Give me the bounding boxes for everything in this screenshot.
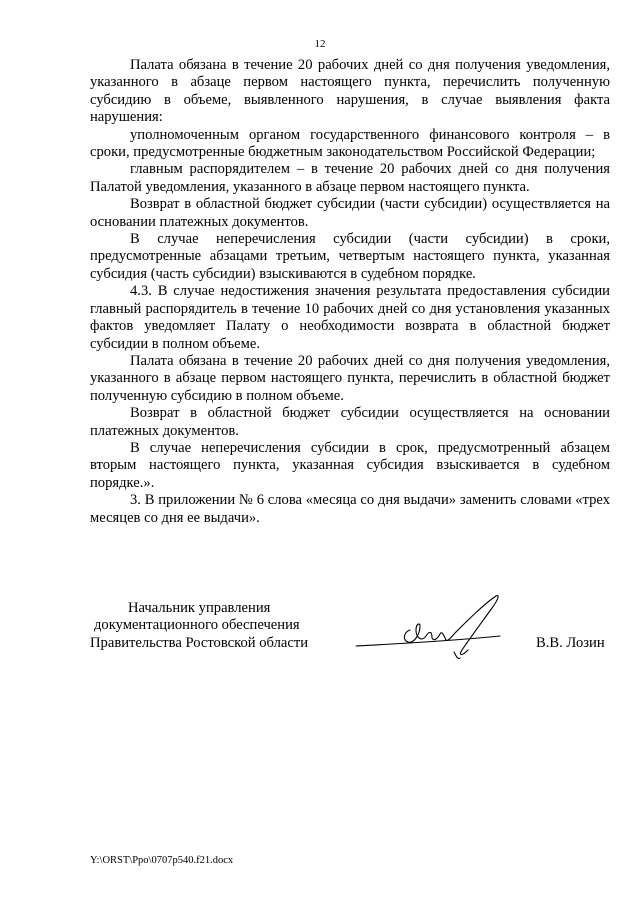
handwritten-signature [350, 590, 520, 662]
signatory-name: В.В. Лозин [536, 635, 605, 651]
signatory-title-line: Правительства Ростовской области [90, 634, 309, 651]
paragraph: Возврат в областной бюджет субсидии осуществляется на основании платежных документов. [90, 405, 610, 439]
signatory-title-line: Начальник управления [128, 600, 271, 616]
signatory-title-line: документационного обеспечения [94, 617, 300, 634]
paragraph: Возврат в областной бюджет субсидии (части субсидии) осуществляется на основании платежных документов. [90, 196, 610, 230]
paragraph: В случае неперечисления субсидии (части субсидии) в сроки, предусмотренные абзацами третьим, четвертым настоящего пункта, указанная субсидия (часть субсидии) взыскиваются в судебном порядке. [90, 231, 610, 282]
paragraph: Палата обязана в течение 20 рабочих дней со дня получения уведомления, указанного в абзаце первом настоящего пункта, перечислить в областной бюджет полученную субсидию в полном объеме. [90, 352, 610, 404]
file-path: Y:\ORST\Ppo\0707p540.f21.docx [90, 855, 234, 866]
paragraph: В случае неперечисления субсидии в срок, предусмотренный абзацем вторым настоящего пункта, указанная субсидия взыскивается в судебном порядке.». [90, 439, 610, 491]
paragraph: главным распорядителем – в течение 20 рабочих дней со дня получения Палатой уведомления, указанного в абзаце первом настоящего пункта. [90, 161, 610, 195]
document-body [90, 57, 610, 527]
paragraph: Палата обязана в течение 20 рабочих дней со дня получения уведомления, указанного в абзаце первом настоящего пункта, перечислить полученную субсидию в объеме, выявленного нарушения, в случае выявления факта нарушения: [90, 57, 610, 126]
paragraph: 4.3. В случае недостижения значения результата предоставления субсидии главный распорядитель в течение 10 рабочих дней со дня установления указанных фактов уведомляет Палату о необходимости возврата в областной бюджет субсидии в полном объеме. [90, 283, 610, 352]
page-number: 12 [314, 38, 326, 50]
paragraph: 3. В приложении № 6 слова «месяца со дня выдачи» заменить словами «трех месяцев со дня ее выдачи». [90, 492, 610, 526]
signatory-title [90, 600, 308, 652]
paragraph: уполномоченным органом государственного финансового контроля – в сроки, предусмотренные бюджетным законодательством Российской Федерации; [90, 126, 610, 161]
